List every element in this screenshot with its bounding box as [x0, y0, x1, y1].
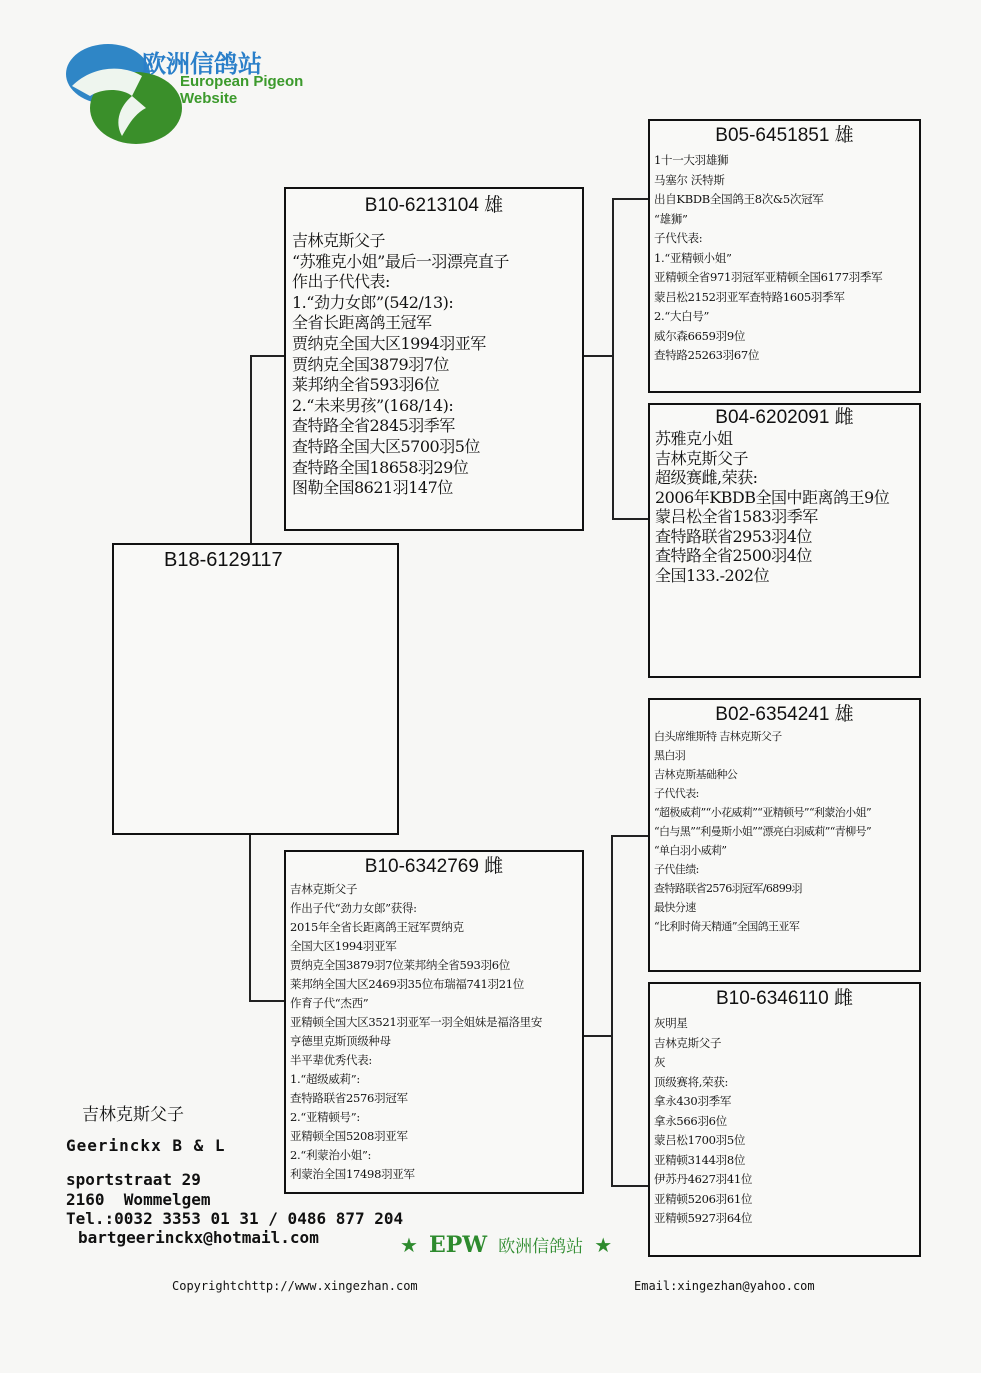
connector	[583, 355, 613, 357]
sire-box	[284, 187, 584, 531]
dam-dam-box	[648, 982, 921, 1257]
footer-email[interactable]: Email:xingezhan@yahoo.com	[634, 1279, 815, 1293]
sire-sire-box	[648, 119, 921, 393]
connector	[250, 355, 286, 357]
sire-dam-details: 苏雅克小姐 吉林克斯父子 超级赛雌,荣获: 2006年KBDB全国中距离鸽王9位 蒙吕松全省1583羽季军 查特路联省2953羽4位 查特路全省2500羽4位 全国133.-202位	[655, 429, 890, 585]
breeder-name-cn: 吉林克斯父子	[82, 1105, 184, 1125]
connector	[611, 835, 649, 837]
connector	[611, 1185, 649, 1187]
breeder-email[interactable]: bartgeerinckx@hotmail.com	[78, 1228, 319, 1247]
epw-badge	[400, 1232, 612, 1258]
breeder-street: sportstraat 29	[66, 1170, 201, 1189]
subject-box	[112, 543, 399, 835]
logo-en-line2: Website	[180, 90, 238, 107]
footer-copyright[interactable]: Copyrightchttp://www.xingezhan.com	[172, 1279, 418, 1293]
breeder-name: Geerinckx B & L	[66, 1136, 226, 1155]
dam-details: 吉林克斯父子 作出子代“劲力女郎”获得: 2015年全省长距离鸽王冠军贾纳克 全国大区1994羽亚军 贾纳克全国3879羽7位莱邦纳全省593羽6位 莱邦纳全国大区2469羽35位布瑞福741羽21位 作育子代“杰西” 亚精顿全国大区3521羽亚军一羽全姐妹是福洛里安 亨德里克斯顶级种母 半平辈优秀代表: 1.“超级威莉”: 查特路联省2576羽冠军 2.“亚精顿号”: 亚精顿全国5208羽亚军 2.“利蒙治小姐”: 利蒙治全国17498羽亚军	[290, 882, 543, 1181]
subject-ring: B18-6129117	[164, 549, 283, 571]
dam-sire-details: 白头席维斯特 吉林克斯父子 黑白羽 吉林克斯基础种公 子代代表: “超极威莉”“小花威莉”“亚精顿号”“利蒙治小姐” “白与黑”“利曼斯小姐”“漂亮白羽威莉”“青柳号” “单白羽小威莉” 子代佳绩: 查特路联省2576羽冠军/6899羽 最快分速 “比利时倚天精通”全国鸽王亚军	[654, 730, 871, 933]
sire-details: 吉林克斯父子 “苏雅克小姐”最后一羽漂亮直子 作出子代代表: 1.“劲力女郎”(542/13): 全省长距离鸽王冠军 贾纳克全国大区1994羽亚军 贾纳克全国3879羽7位 莱邦纳全省593羽6位 2.“未来男孩”(168/14): 查特路全省2845羽季军 查特路全国大区5700羽5位 查特路全国18658羽29位 图勒全国8621羽147位	[292, 231, 509, 498]
dam-sire-ring: B02-6354241 雄	[715, 704, 854, 725]
connector	[583, 1035, 613, 1037]
sire-dam-ring: B04-6202091 雌	[715, 407, 854, 428]
connector	[249, 833, 251, 1000]
dam-sire-box	[648, 698, 921, 972]
sire-dam-box	[648, 403, 921, 678]
sire-ring: B10-6213104 雄	[364, 195, 504, 216]
star-icon: ★	[400, 1233, 418, 1257]
epw-label: EPW	[429, 1232, 488, 1258]
connector	[612, 198, 614, 518]
dam-ring: B10-6342769 雌	[364, 856, 504, 877]
dam-box	[284, 850, 584, 1194]
dam-dam-ring: B10-6346110 雌	[716, 988, 853, 1009]
logo-en-line1: European Pigeon	[180, 73, 304, 90]
epw-cn-label: 欧洲信鸽站	[498, 1237, 584, 1257]
connector	[249, 1000, 285, 1002]
star-icon: ★	[594, 1233, 613, 1257]
connector	[611, 835, 613, 1185]
site-logo	[62, 36, 322, 146]
connector	[250, 355, 252, 545]
connector	[612, 198, 650, 200]
sire-sire-ring: B05-6451851 雄	[715, 125, 854, 146]
connector	[612, 518, 650, 520]
sire-sire-details: 1十一大羽雄狮 马塞尔 沃特斯 出自KBDB全国鸽王8次&5次冠军 “雄狮” 子代代表: 1.“亚精顿小姐” 亚精顿全省971羽冠军亚精顿全国6177羽季军 蒙吕松2152羽亚军查特路1605羽季军 2.“大白号” 威尔森6659羽9位 查特路25263羽67位	[654, 153, 883, 362]
breeder-city: 2160 Wommelgem	[66, 1190, 211, 1209]
logo-cn-text: 欧洲信鸽站	[142, 50, 262, 78]
breeder-tel: Tel.:0032 3353 01 31 / 0486 877 204	[66, 1209, 404, 1228]
dam-dam-details: 灰明星 吉林克斯父子 灰 顶级赛将,荣获: 拿永430羽季军 拿永566羽6位 蒙吕松1700羽5位 亚精顿3144羽8位 伊苏丹4627羽41位 亚精顿5206羽61位 亚精顿5927羽64位	[654, 1016, 753, 1225]
